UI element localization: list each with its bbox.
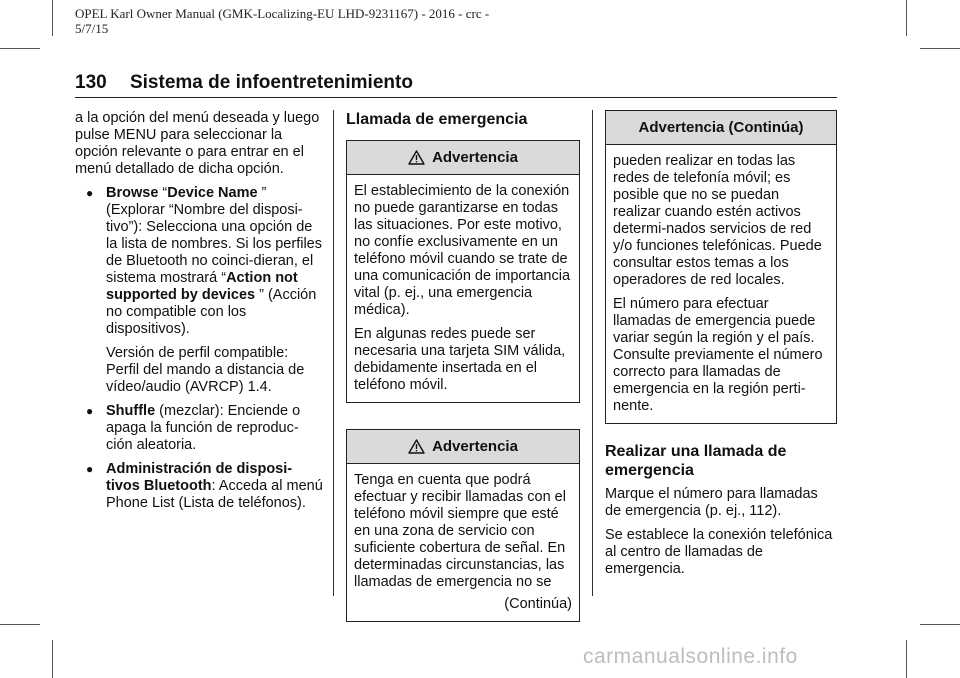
list-item-shuffle bbox=[75, 403, 323, 454]
warning-paragraph: El número para efectuar llamadas de emergencia puede variar según la región y el país. Consulte previamente el número correcto para llamadas de emergencia en la región perti-nente. bbox=[613, 296, 823, 414]
warning-body bbox=[606, 145, 836, 423]
bullet-icon: ● bbox=[86, 186, 94, 200]
warning-box-continued bbox=[605, 110, 837, 424]
print-metadata bbox=[75, 6, 515, 36]
bullet-icon: ● bbox=[86, 462, 94, 476]
list-item-bluetooth-admin bbox=[75, 461, 323, 512]
profile-note: Versión de perfil compatible: Perfil del mando a distancia de vídeo/audio (AVRCP) 1.4. bbox=[106, 345, 305, 395]
term-browse: Browse bbox=[106, 185, 159, 201]
section-heading: Llamada de emergencia bbox=[346, 111, 528, 128]
text: (mezclar): Enciende o apaga la función de reproduc-ción aleatoria. bbox=[106, 403, 301, 453]
crop-mark bbox=[52, 640, 53, 678]
warning-triangle-icon bbox=[408, 439, 425, 454]
column-3 bbox=[605, 110, 837, 585]
continued-label: (Continúa) bbox=[504, 596, 572, 612]
column-divider bbox=[592, 110, 593, 596]
page-title: Sistema de infoentretenimiento bbox=[129, 72, 413, 93]
text: ” (Acción no compatible con los dispositivos). bbox=[106, 287, 317, 337]
bullet-icon: ● bbox=[86, 404, 94, 418]
intro-paragraph: a la opción del menú deseada y luego pulse MENU para seleccionar la opción relevante o para entrar en el menú detallado de dicha opción. bbox=[75, 110, 320, 177]
text: ” (Explorar “Nombre del disposi-tivo”): Selecciona una opción de la lista de nombres. Si los perfiles de Bluetooth no coinci-dieran, el sistema mostrará “ bbox=[106, 185, 322, 286]
warning-title: Advertencia bbox=[432, 149, 518, 166]
crop-mark bbox=[0, 624, 40, 625]
warning-title: Advertencia bbox=[432, 438, 518, 455]
term-device-name: Device Name bbox=[167, 185, 258, 201]
term-shuffle: Shuffle bbox=[106, 403, 156, 419]
warning-title: Advertencia (Continúa) bbox=[638, 119, 804, 136]
term-action-not-supported: Action not supported by devices bbox=[106, 270, 298, 303]
text: “ bbox=[158, 185, 168, 201]
column-divider bbox=[333, 110, 334, 596]
print-metadata-line: OPEL Karl Owner Manual (GMK-Localizing-EU LHD-9231167) - 2016 - crc - bbox=[75, 6, 490, 21]
print-metadata-line: 5/7/15 bbox=[75, 21, 109, 36]
text: : Acceda al menú Phone List (Lista de teléfonos). bbox=[106, 478, 323, 511]
column-1 bbox=[75, 110, 323, 519]
section-heading: Realizar una llamada de emergencia bbox=[605, 443, 787, 479]
warning-header bbox=[347, 141, 579, 175]
watermark: carmanualsonline.info bbox=[583, 645, 798, 668]
crop-mark bbox=[52, 0, 53, 36]
crop-mark bbox=[920, 624, 960, 625]
body-paragraph: Se establece la conexión telefónica al centro de llamadas de emergencia. bbox=[605, 527, 833, 577]
crop-mark bbox=[920, 48, 960, 49]
crop-mark bbox=[906, 640, 907, 678]
warning-paragraph: Tenga en cuenta que podrá efectuar y recibir llamadas con el teléfono móvil siempre que esté en una zona de servicio con suficiente cobertura de señal. En determinadas circunstancias, las llamadas de emergencia no se bbox=[354, 472, 566, 590]
crop-mark bbox=[906, 0, 907, 36]
warning-header bbox=[606, 111, 836, 145]
warning-paragraph: El establecimiento de la conexión no puede garantizarse en todas las situaciones. Por este motivo, no confíe exclusivamente en un teléfono móvil cuando se trate de una comunicación de importancia vital (p. ej., una emergencia médica). bbox=[354, 183, 571, 318]
warning-body bbox=[347, 175, 579, 402]
warning-paragraph: En algunas redes puede ser necesaria una tarjeta SIM válida, debidamente insertada en el teléfono móvil. bbox=[354, 326, 566, 393]
warning-body bbox=[347, 464, 579, 621]
warning-box bbox=[346, 429, 580, 622]
warning-box bbox=[346, 140, 580, 403]
term-bluetooth-admin: Administración de disposi-tivos Bluetooth bbox=[106, 461, 293, 494]
column-2 bbox=[346, 110, 580, 648]
warning-triangle-icon bbox=[408, 150, 425, 165]
warning-header bbox=[347, 430, 579, 464]
page-header bbox=[75, 72, 837, 94]
body-paragraph: Marque el número para llamadas de emergencia (p. ej., 112). bbox=[605, 486, 818, 519]
list-item-browse bbox=[75, 185, 323, 338]
crop-mark bbox=[0, 48, 40, 49]
warning-paragraph: pueden realizar en todas las redes de telefonía móvil; es posible que no se puedan realizar cuando estén activos determi-nados servicios de red y/o funciones telefónicas. Puede consultar estos temas a los operadores de red locales. bbox=[613, 153, 822, 288]
header-rule bbox=[75, 97, 837, 98]
page-number: 130 bbox=[75, 72, 107, 93]
